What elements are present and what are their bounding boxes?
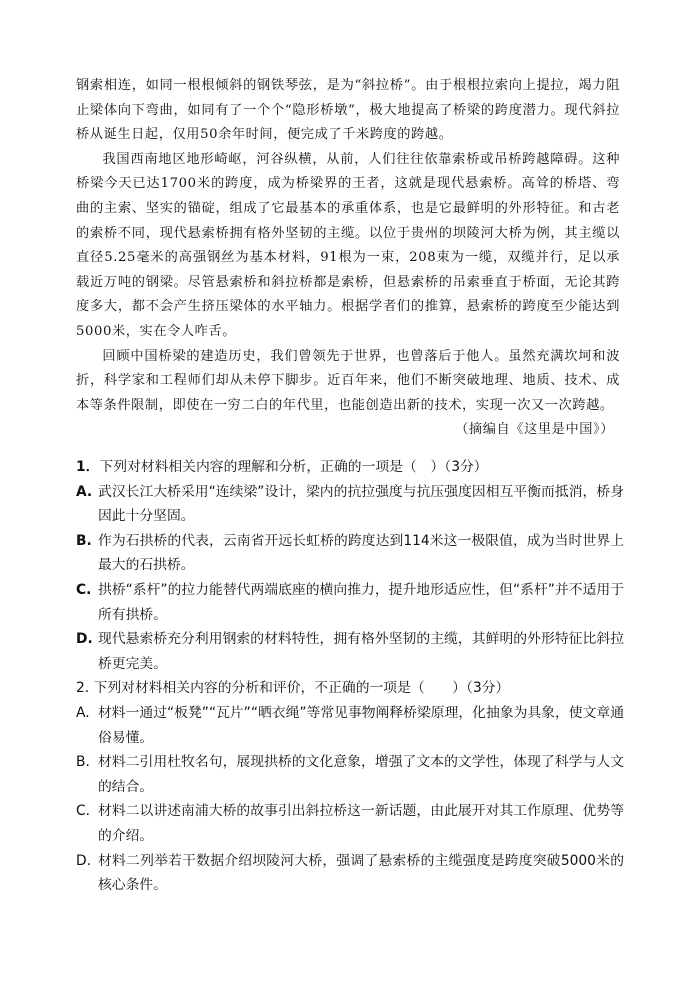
option-letter: B. — [76, 754, 90, 771]
question-1-option-d[interactable] — [76, 627, 624, 676]
question-2-text: 下列对材料相关内容的分析和评价，不正确的一项是（ ）（3分） — [93, 680, 510, 697]
option-letter: C. — [76, 581, 92, 598]
question-2-option-c[interactable] — [76, 799, 624, 848]
question-2-stem — [76, 676, 624, 701]
question-2-option-a[interactable] — [76, 701, 624, 750]
question-1-option-b[interactable] — [76, 529, 624, 578]
passage-paragraph-3: 回顾中国桥梁的建造历史，我们曾领先于世界，也曾落后于他人。虽然充满坎坷和波折，科学家和工程师们却从未停下脚步。近百年来，他们不断突破地理、地质、技术、成本等条件限制，即使在一穷二白的年代里，也能创造出新的技术，实现一次又一次跨越。 — [76, 348, 620, 413]
option-letter: C. — [76, 803, 91, 820]
option-text: 武汉长江大桥采用“连续梁”设计，梁内的抗拉强度与抗压强度因相互平衡而抵消，桥身因此十分坚固。 — [98, 483, 624, 525]
passage-paragraph-1: 钢索相连，如同一根根倾斜的钢铁琴弦，是为“斜拉桥”。由于根根拉索向上提拉，竭力阻止梁体向下弯曲，如同有了一个个“隐形桥墩”，极大地提高了桥梁的跨度潜力。现代斜拉桥从诞生日起，仅用50余年时间，便完成了千米跨度的跨越。 — [76, 78, 620, 143]
question-1-stem — [76, 455, 624, 480]
option-text: 材料二列举若干数据介绍坝陵河大桥，强调了悬索桥的主缆强度是跨度突破5000米的核心条件。 — [98, 852, 624, 894]
option-text: 作为石拱桥的代表，云南省开远长虹桥的跨度达到114米这一极限值，成为当时世界上最大的石拱桥。 — [98, 532, 624, 574]
option-letter: B. — [76, 532, 92, 549]
option-text: 现代悬索桥充分利用钢索的材料特性，拥有格外坚韧的主缆，其鲜明的外形特征比斜拉桥更完美。 — [98, 631, 624, 672]
option-text: 材料二引用杜牧名句，展现拱桥的文化意象，增强了文本的文学性，体现了科学与人文的结合。 — [98, 754, 624, 795]
passage-source: （摘编自《这里是中国》） — [455, 422, 614, 438]
option-letter: D. — [76, 852, 92, 869]
option-text: 拱桥“系杆”的拉力能替代两端底座的横向推力，提升地形适应性，但“系杆”并不适用于所有拱桥。 — [98, 581, 624, 623]
question-2-number: 2. — [76, 680, 94, 697]
question-2-option-b[interactable] — [76, 750, 624, 799]
option-letter: D. — [76, 631, 93, 648]
option-text: 材料二以讲述南浦大桥的故事引出斜拉桥这一新话题，由此展开对其工作原理、优势等的介绍。 — [98, 803, 624, 844]
question-1-option-a[interactable] — [76, 480, 624, 529]
option-text: 材料一通过“板凳”“瓦片”“晒衣绳”等常见事物阐释桥梁原理，化抽象为具象，使文章通俗易懂。 — [98, 704, 624, 746]
option-letter: A. — [76, 704, 90, 721]
option-letter: A. — [76, 483, 93, 500]
question-1-number: 1． — [76, 459, 100, 475]
passage-paragraph-2: 我国西南地区地形崎岖，河谷纵横，从前，人们往往依靠索桥或吊桥跨越障碍。这种桥梁今天已达1700米的跨度，成为桥梁界的王者，这就是现代悬索桥。高耸的桥塔、弯曲的主索、坚实的锚碇，组成了它最基本的承重体系，也是它最鲜明的外形特征。和古老的索桥不同，现代悬索桥拥有格外坚韧的主缆。以位于贵州的坝陵河大桥为例，其主缆以直径5.25毫米的高强钢丝为基本材料，91根为一束，208束为一缆，双缆并行，足以承载近万吨的钢梁。尽管悬索桥和斜拉桥都是索桥，但悬索桥的吊索垂直于桥面，无论其跨度多大，都不会产生挤压梁体的水平轴力。根据学者们的推算，悬索桥的跨度至少能达到5000米，实在令人咋舌。 — [76, 151, 620, 339]
reading-passage — [76, 74, 620, 443]
question-1 — [76, 455, 624, 676]
questions-section — [76, 455, 624, 898]
question-2-option-d[interactable] — [76, 849, 624, 898]
question-2 — [76, 676, 624, 897]
question-1-option-c[interactable] — [76, 578, 624, 627]
question-1-text: 下列对材料相关内容的理解和分析，正确的一项是（ ）（3分） — [99, 459, 488, 475]
